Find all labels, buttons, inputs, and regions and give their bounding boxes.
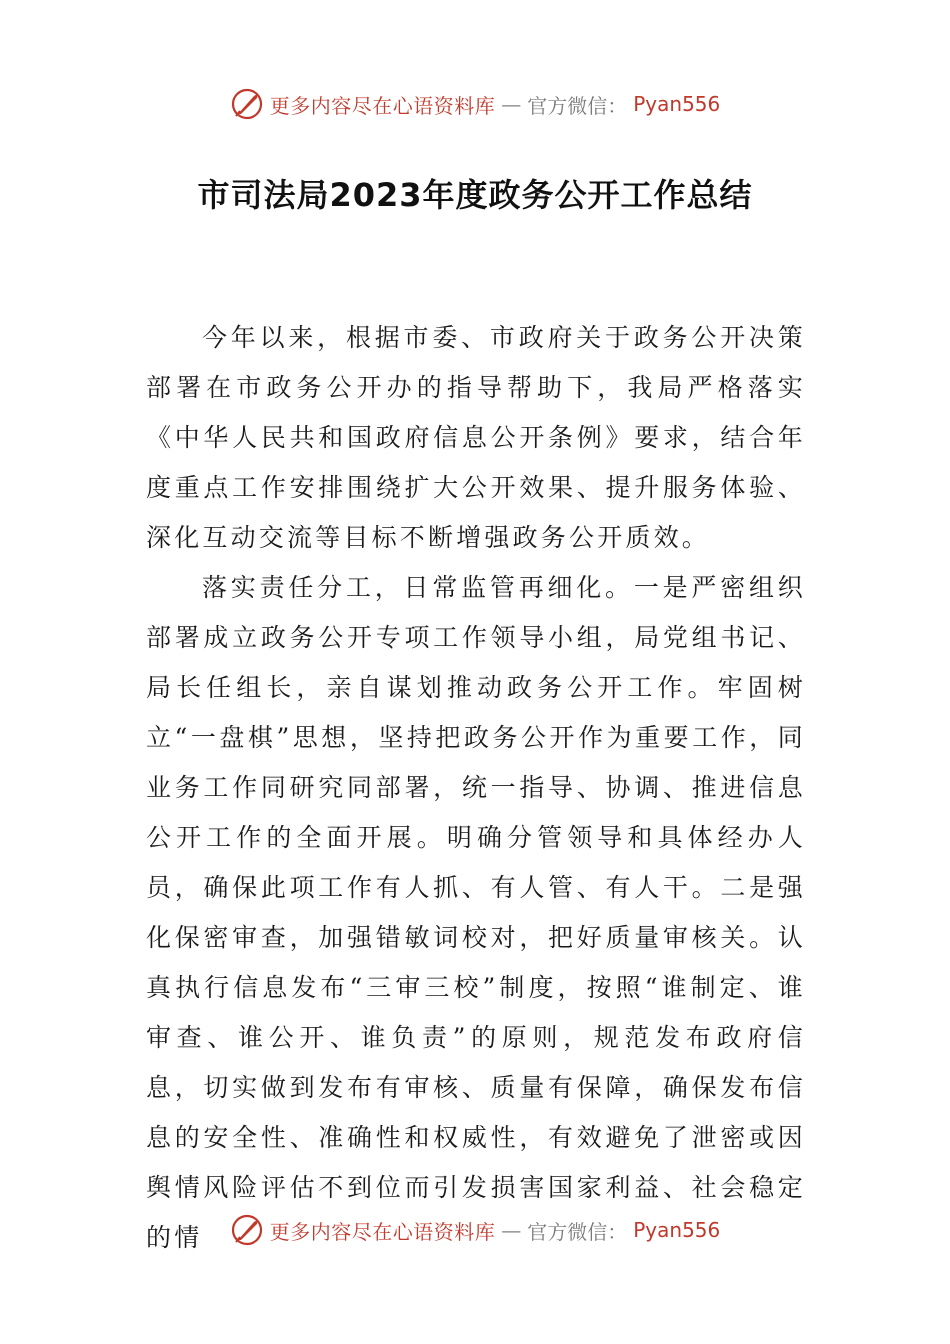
footer-watermark [0, 1210, 950, 1250]
quill-pen-logo-icon [230, 87, 264, 121]
watermark-text: 更多内容尽在心语资料库 [269, 1219, 496, 1244]
watermark-text: 更多内容尽在心语资料库 [269, 93, 496, 118]
quill-pen-logo-icon [230, 1213, 264, 1247]
watermark-contact-id: Pyan556 [633, 92, 721, 116]
watermark-content [230, 87, 721, 121]
watermark-contact-label: 官方微信： [527, 93, 628, 118]
body-paragraph: 落实责任分工，日常监管再细化。一是严密组织部署成立政务公开专项工作领导小组，局党组书记、局长任组长，亲自谋划推动政务公开工作。牢固树立“一盘棋”思想，坚持把政务公开作为重要工作，同业务工作同研究同部署，统一指导、协调、推进信息公开工作的全面开展。明确分管领导和具体经办人员，确保此项工作有人抓、有人管、有人干。二是强化保密审查，加强错敏词校对，把好质量审核关。认真执行信息发布“三审三校”制度，按照“谁制定、谁审查、谁公开、谁负责”的原则，规范发布政府信息，切实做到发布有审核、质量有保障，确保发布信息的安全性、准确性和权威性，有效避免了泄密或因舆情风险评估不到位而引发损害国家利益、社会稳定的情 [146, 573, 806, 1252]
header-watermark [0, 84, 950, 124]
document-body [146, 313, 806, 1263]
body-paragraph: 今年以来，根据市委、市政府关于政务公开决策部署在市政务公开办的指导帮助下，我局严格落实《中华人民共和国政府信息公开条例》要求，结合年度重点工作安排围绕扩大公开效果、提升服务体验、深化互动交流等目标不断增强政务公开质效。 [146, 323, 806, 552]
watermark-content [230, 1213, 721, 1247]
document-title: 市司法局2023年度政务公开工作总结 [197, 176, 753, 214]
watermark-dash: — [501, 92, 522, 116]
watermark-contact-id: Pyan556 [633, 1218, 721, 1242]
watermark-dash: — [501, 1218, 522, 1242]
watermark-contact-label: 官方微信： [527, 1219, 628, 1244]
